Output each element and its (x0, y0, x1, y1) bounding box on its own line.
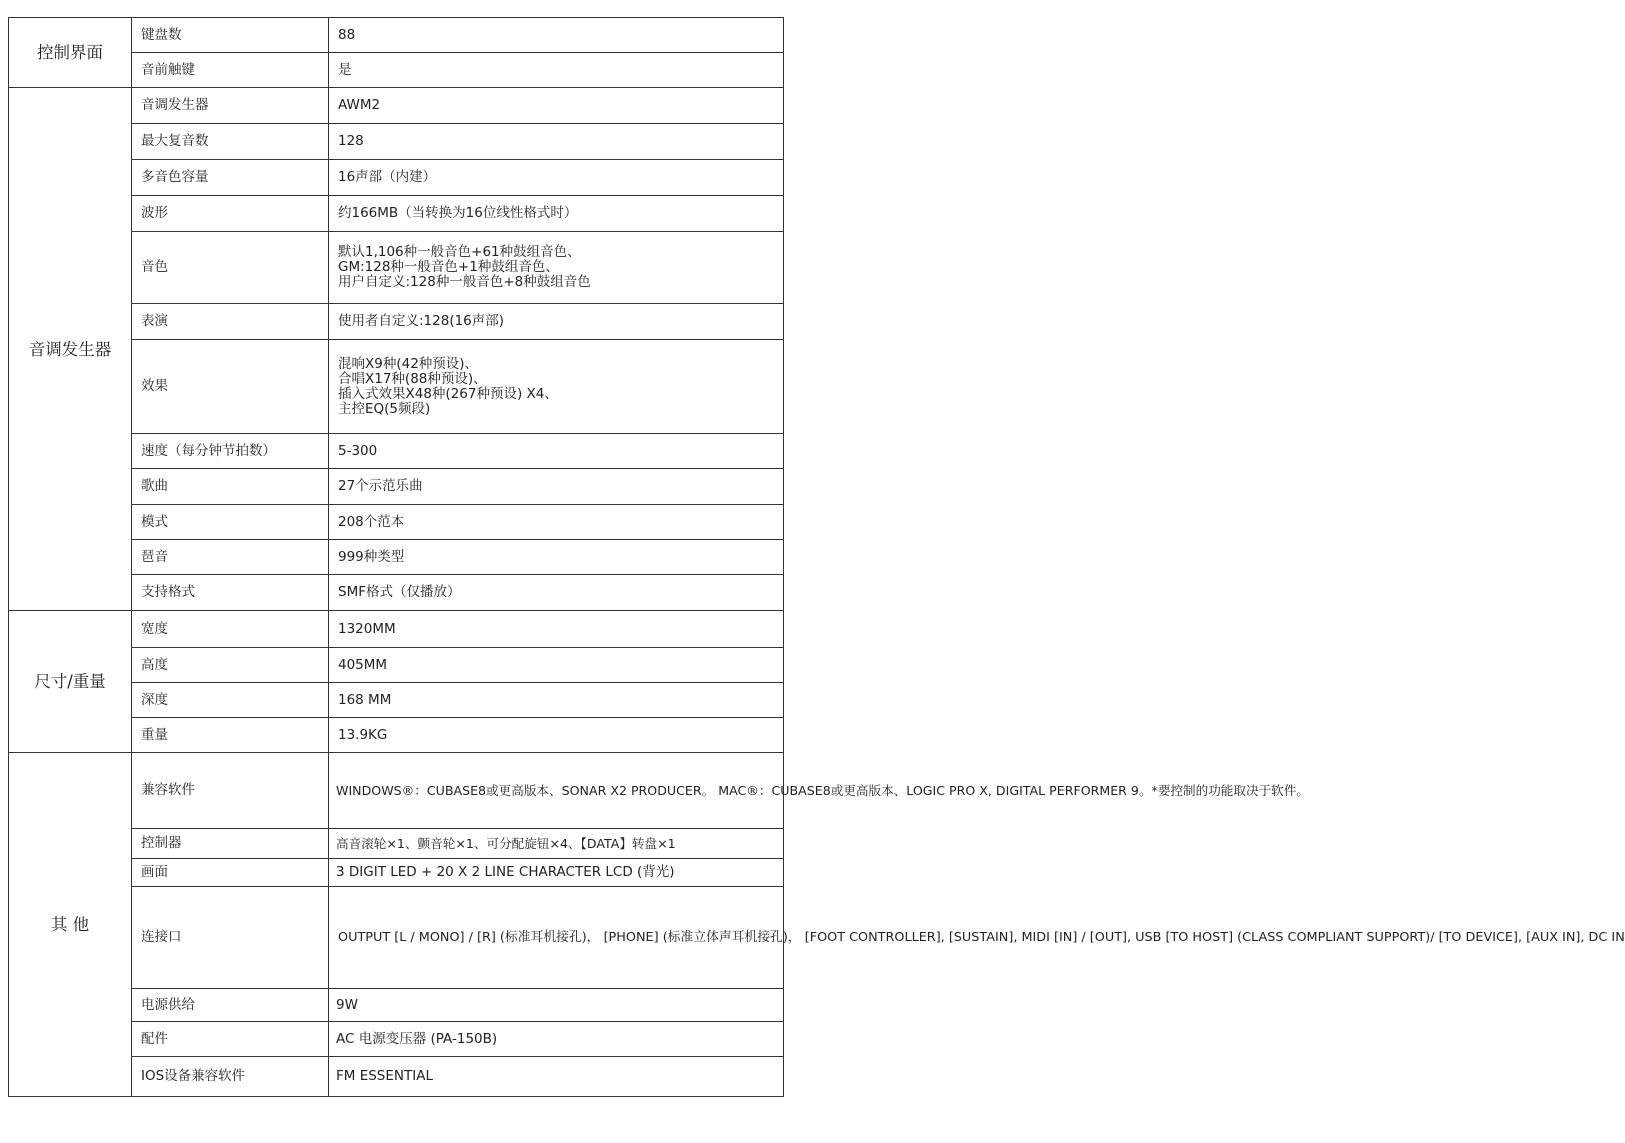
spec-label: 电源供给 (132, 989, 329, 1022)
spec-label: 支持格式 (132, 575, 329, 611)
spec-value: 168 MM (329, 683, 784, 718)
table-row (9, 611, 784, 648)
spec-label: 模式 (132, 505, 329, 540)
spec-label: 画面 (132, 859, 329, 887)
spec-value: 999种类型 (329, 540, 784, 575)
spec-label: 深度 (132, 683, 329, 718)
spec-value: 405MM (329, 648, 784, 683)
category-cell: 尺寸/重量 (9, 611, 132, 753)
spec-value: 9W (329, 989, 784, 1022)
spec-label: 配件 (132, 1022, 329, 1057)
spec-label: 歌曲 (132, 469, 329, 505)
spec-value: 默认1,106种一般音色+61种鼓组音色、 GM:128种一般音色+1种鼓组音色、 用户自定义:128种一般音色+8种鼓组音色 (329, 232, 784, 304)
spec-label: 音调发生器 (132, 88, 329, 124)
spec-value: SMF格式（仅播放） (329, 575, 784, 611)
spec-label: 效果 (132, 340, 329, 434)
spec-value: 208个范本 (329, 505, 784, 540)
spec-value: 是 (329, 53, 784, 88)
spec-label: 连接口 (132, 887, 329, 989)
table-row (9, 88, 784, 124)
spec-label: 控制器 (132, 829, 329, 859)
spec-value: 1320MM (329, 611, 784, 648)
spec-label: 高度 (132, 648, 329, 683)
spec-label: 波形 (132, 196, 329, 232)
spec-label: 表演 (132, 304, 329, 340)
spec-value: 27个示范乐曲 (329, 469, 784, 505)
spec-value: WINDOWS®：CUBASE8或更高版本、SONAR X2 PRODUCER。 MAC®：CUBASE8或更高版本、LOGIC PRO X, DIGITAL PERFORMER 9。*要控制的功能取决于软件。 (329, 753, 784, 829)
category-cell: 其 他 (9, 753, 132, 1097)
spec-label: 速度（每分钟节拍数） (132, 434, 329, 469)
spec-label: 音色 (132, 232, 329, 304)
spec-table (8, 17, 1625, 1097)
spec-label: 多音色容量 (132, 160, 329, 196)
spec-value: 88 (329, 18, 784, 53)
spec-value: OUTPUT [L / MONO] / [R] (标准耳机接孔)， [PHONE] (标准立体声耳机接孔)， [FOOT CONTROLLER], [SUSTAIN], MIDI [IN] / [OUT], USB [TO HOST] (CLASS COMPLIANT SUPPORT)/ [TO DEVICE], [AUX IN], DC IN (329, 887, 784, 989)
spec-value: 13.9KG (329, 718, 784, 753)
spec-label: 键盘数 (132, 18, 329, 53)
table-row (9, 18, 784, 53)
spec-value: AWM2 (329, 88, 784, 124)
spec-label: 最大复音数 (132, 124, 329, 160)
spec-label: 宽度 (132, 611, 329, 648)
spec-label: 兼容软件 (132, 753, 329, 829)
category-cell: 音调发生器 (9, 88, 132, 611)
category-cell: 控制界面 (9, 18, 132, 88)
spec-value: FM ESSENTIAL (329, 1057, 784, 1097)
spec-label: 琶音 (132, 540, 329, 575)
spec-value: 约166MB（当转换为16位线性格式时） (329, 196, 784, 232)
spec-label: 音前触键 (132, 53, 329, 88)
spec-label: IOS设备兼容软件 (132, 1057, 329, 1097)
spec-label: 重量 (132, 718, 329, 753)
spec-value: 混响X9种(42种预设)、 合唱X17种(88种预设)、 插入式效果X48种(267种预设) X4、 主控EQ(5频段) (329, 340, 784, 434)
table-row (9, 753, 784, 829)
spec-value: 使用者自定义:128(16声部) (329, 304, 784, 340)
spec-value: 3 DIGIT LED + 20 X 2 LINE CHARACTER LCD (背光) (329, 859, 784, 887)
spec-value: 高音滚轮×1、颤音轮×1、可分配旋钮×4、【DATA】转盘×1 (329, 829, 784, 859)
spec-value: AC 电源变压器 (PA-150B) (329, 1022, 784, 1057)
spec-value: 128 (329, 124, 784, 160)
spec-value: 16声部（内建） (329, 160, 784, 196)
spec-value: 5-300 (329, 434, 784, 469)
